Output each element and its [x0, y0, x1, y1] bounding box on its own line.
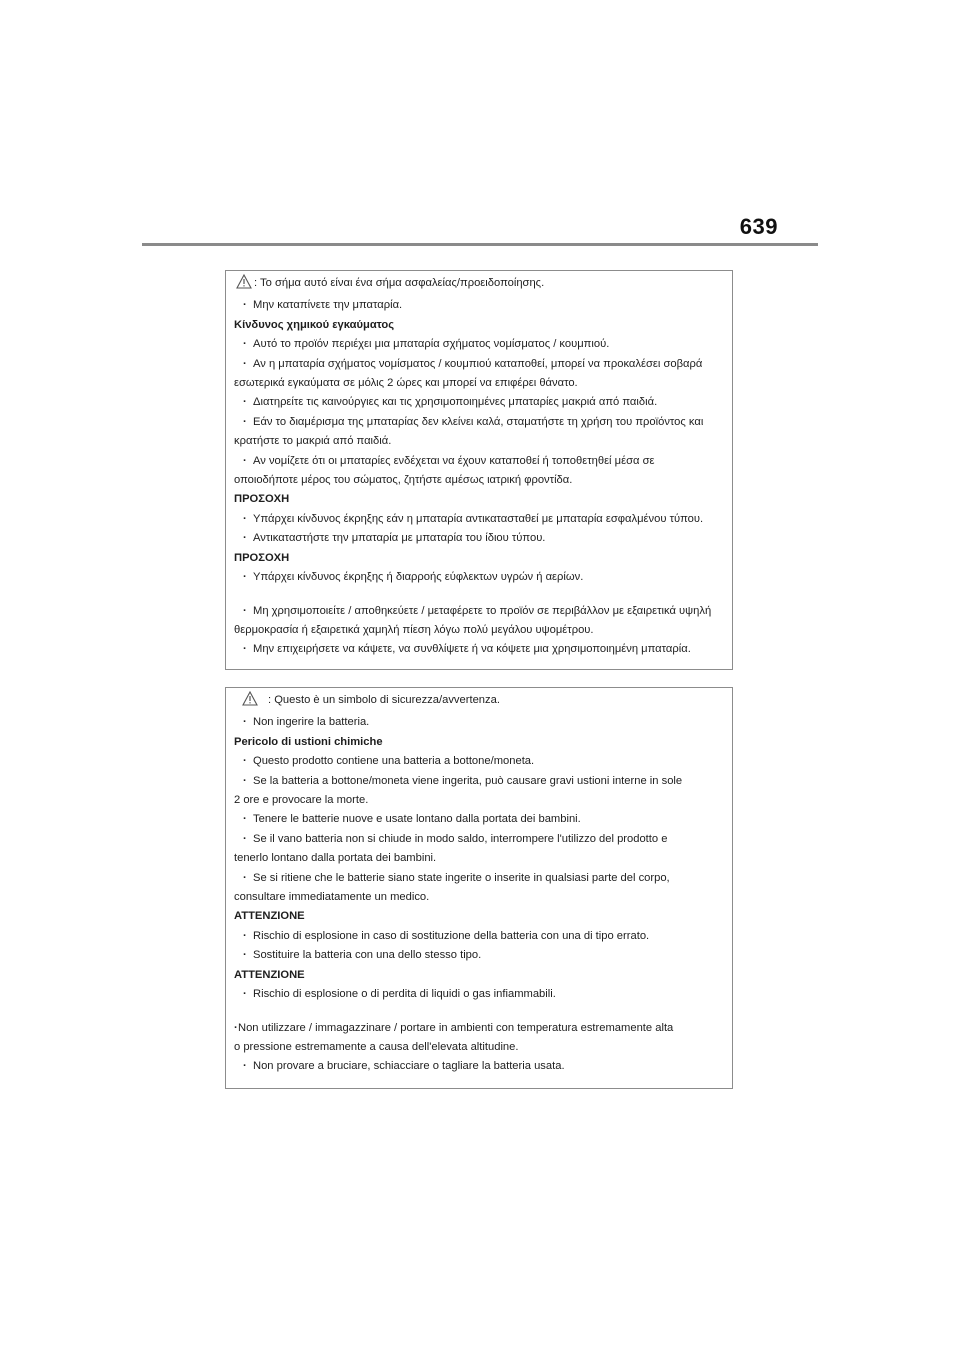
greek-heading: ΠΡΟΣΟΧΗ — [234, 493, 290, 506]
italian-text-line: consultare immediatamente un medico. — [234, 891, 430, 904]
greek-symbol-line — [234, 274, 726, 296]
warning-triangle-icon — [236, 274, 252, 296]
greek-text-line: · Εάν το διαμέρισμα της μπαταρίας δεν κλείνει καλά, σταματήστε τη χρήση του προϊόντος και — [234, 413, 726, 432]
italian-text-line: · Non utilizzare / immagazzinare / portare in ambienti con temperatura estremamente alta — [234, 1019, 726, 1038]
greek-text-line: οποιοδήποτε μέρος του σώματος, ζητήστε αμέσως ιατρική φροντίδα. — [234, 474, 573, 487]
greek-heading: ΠΡΟΣΟΧΗ — [234, 551, 290, 564]
greek-text-line: · Αυτό το προϊόν περιέχει μια μπαταρία σχήματος νομίσματος / κουμπιού. — [234, 335, 726, 354]
greek-text-line: θερμοκρασία ή εξαιρετικά χαμηλή πίεση λόγω πολύ μεγάλου υψομέτρου. — [234, 623, 594, 636]
italian-spacer — [234, 1005, 726, 1019]
italian-text-line: · Sostituire la batteria con una dello stesso tipo. — [234, 946, 726, 965]
greek-text-line: · Μη χρησιμοποιείτε / αποθηκεύετε / μεταφέρετε το προϊόν σε περιβάλλον με εξαιρετικά υψηλή — [234, 602, 726, 621]
italian-text-line: · Se la batteria a bottone/moneta viene ingerita, può causare gravi ustioni interne in sole — [234, 772, 726, 791]
italian-text-line: o pressione estremamente a causa dell'elevata altitudine. — [234, 1040, 519, 1053]
greek-text-line: · Αν νομίζετε ότι οι μπαταρίες ενδέχεται να έχουν καταποθεί ή τοποθετηθεί μέσα σε — [234, 452, 726, 471]
italian-text-line: · Rischio di esplosione o di perdita di liquidi o gas infiammabili. — [234, 985, 726, 1004]
greek-text-line: · Υπάρχει κίνδυνος έκρηξης ή διαρροής εύφλεκτων υγρών ή αερίων. — [234, 568, 726, 587]
italian-symbol-line — [234, 691, 726, 713]
greek-warning-box — [225, 270, 733, 670]
italian-text-line: tenerlo lontano dalla portata dei bambini. — [234, 852, 437, 865]
italian-heading: Pericolo di ustioni chimiche — [234, 735, 383, 748]
italian-warning-box — [225, 687, 733, 1089]
greek-symbol-text: : Το σήμα αυτό είναι ένα σήμα ασφαλείας/προειδοποίησης. — [254, 277, 545, 289]
greek-text-line: · Υπάρχει κίνδυνος έκρηξης εάν η μπαταρία αντικατασταθεί με μπαταρία εσφαλμένου τύπου. — [234, 510, 726, 529]
greek-text-line: κρατήστε το μακριά από παιδιά. — [234, 435, 392, 448]
greek-text-line: · Διατηρείτε τις καινούργιες και τις χρησιμοποιημένες μπαταρίες μακριά από παιδιά. — [234, 393, 726, 412]
italian-text-line: · Rischio di esplosione in caso di sostituzione della batteria con una di tipo errato. — [234, 927, 726, 946]
italian-heading: ATTENZIONE — [234, 968, 305, 981]
italian-text-line: · Questo prodotto contiene una batteria a bottone/moneta. — [234, 752, 726, 771]
greek-text-lines — [234, 296, 726, 659]
greek-text-line: · Αντικαταστήστε την μπαταρία με μπαταρία του ίδιου τύπου. — [234, 529, 726, 548]
italian-heading: ATTENZIONE — [234, 910, 305, 923]
header-rule — [142, 243, 818, 246]
page-number: 639 — [739, 214, 778, 239]
italian-text-line: 2 ore e provocare la morte. — [234, 794, 369, 807]
italian-symbol-text: : Questo è un simbolo di sicurezza/avvertenza. — [268, 694, 500, 706]
italian-text-line: · Se si ritiene che le batterie siano state ingerite o inserite in qualsiasi parte del corpo, — [234, 869, 726, 888]
italian-text-line: · Non ingerire la batteria. — [234, 713, 726, 732]
greek-text-line: · Αν η μπαταρία σχήματος νομίσματος / κουμπιού καταποθεί, μπορεί να προκαλέσει σοβαρά — [234, 355, 726, 374]
italian-text-line: · Tenere le batterie nuove e usate lontano dalla portata dei bambini. — [234, 810, 726, 829]
italian-text-lines — [234, 713, 726, 1076]
italian-text-line: · Non provare a bruciare, schiacciare o tagliare la batteria usata. — [234, 1057, 726, 1076]
italian-text-line: · Se il vano batteria non si chiude in modo saldo, interrompere l'utilizzo del prodotto e — [234, 830, 726, 849]
greek-spacer — [234, 588, 726, 602]
warning-triangle-icon — [242, 691, 258, 713]
greek-text-line: εσωτερικά εγκαύματα σε μόλις 2 ώρες και μπορεί να επιφέρει θάνατο. — [234, 377, 578, 390]
greek-text-line: · Μην επιχειρήσετε να κάψετε, να συνθλίψετε ή να κόψετε μια χρησιμοποιημένη μπαταρία. — [234, 640, 726, 659]
greek-heading: Κίνδυνος χημικού εγκαύματος — [234, 318, 395, 331]
greek-text-line: · Μην καταπίνετε την μπαταρία. — [234, 296, 726, 315]
